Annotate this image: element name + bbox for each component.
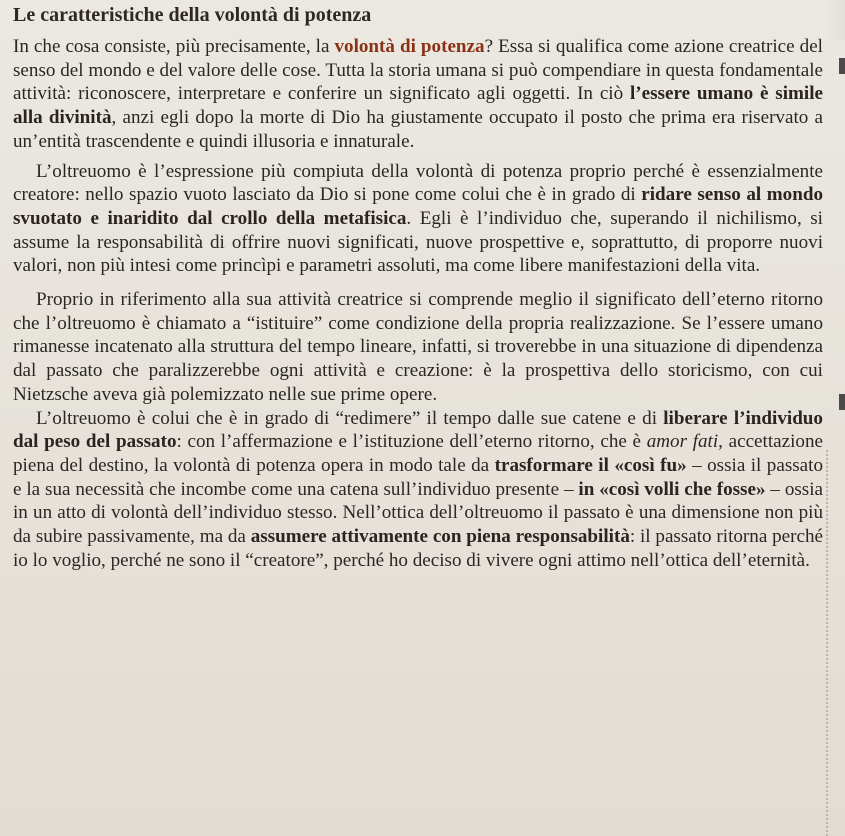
bold-phrase: assumere attivamente con piena responsabilità <box>250 526 630 548</box>
paragraph-1 <box>13 35 823 154</box>
text-run: : con l’affermazione e l’istituzione dell’eterno ritorno, che è <box>176 431 647 453</box>
bold-phrase: ridare senso al mondo svuotato e inaridito dal crollo della metafisica <box>13 184 823 229</box>
page-content <box>13 0 823 572</box>
text-run: – ossia il passato e la sua necessità che incombe come una catena sull’individuo presente – <box>13 454 824 500</box>
text-run: Proprio in riferimento alla sua attività creatrice si comprende meglio il significato dell’eterno ritorno che l’oltreuomo è chiamato a “istituire” come condizione della propria realizzazione. Se l’essere umano rimanesse incatenato alla struttura del tempo lineare, infatti, si troverebbe in una situazione di dipendenza dal passato che paralizzerebbe ogni attività e creazione: è la prospettiva dello storicismo, con cui Nietzsche aveva già polemizzato nelle sue prime opere. <box>13 289 823 405</box>
italic-phrase: amor fati <box>646 431 719 453</box>
section-title: Le caratteristiche della volontà di potenza <box>13 4 372 26</box>
text-run: – ossia in un atto di volontà dell’individuo stesso. Nell’ottica dell’oltreuomo il passato è una dimensione non più da subire passivamente, ma da <box>13 478 824 548</box>
paragraph-4 <box>13 407 823 573</box>
bold-phrase: trasformare il «così fu» <box>494 454 687 476</box>
paragraph-3 <box>13 288 823 407</box>
bold-phrase: in «così volli che fosse» <box>578 478 766 500</box>
text-run: In che cosa consiste, più precisamente, la <box>13 36 335 57</box>
text-run: , accettazione piena del destino, la volontà di potenza opera in modo tale da <box>13 431 823 476</box>
highlighted-term: volontà di potenza <box>334 36 485 57</box>
text-run: . Egli è l’individuo che, superando il nichilismo, si assume la responsabilità di offrire nuovi significati, nuove prospettive e, soprattutto, di proporre nuovi valori, non più intesi come princìpi e parametri assoluti, ma come libere manifestazioni della vita. <box>13 207 823 277</box>
text-run: , anzi egli dopo la morte di Dio ha giustamente occupato il posto che prima era riservato a un’entità trascendente e quindi illusoria e innaturale. <box>13 107 823 152</box>
margin-marker <box>839 394 845 410</box>
page-shadow <box>827 0 845 40</box>
text-run: : il passato ritorna perché io lo voglio, perché ne sono il “creatore”, perché ho deciso di vivere ogni attimo nell’ottica dell’eternità. <box>13 526 823 571</box>
text-run: L’oltreuomo è colui che è in grado di “redimere” il tempo dalle sue catene e di <box>36 407 664 429</box>
bold-phrase: l’essere umano è simile alla divinità <box>13 83 824 129</box>
text-run: ? Essa si qualifica come azione creatrice del senso del mondo e del valore delle cose. Tutta la storia umana si può compendiare in questa fondamentale attività: riconoscere, interpretare e conferire un significato agli oggetti. In ciò <box>13 36 823 105</box>
bold-phrase: liberare l’individuo dal peso del passato <box>13 407 823 453</box>
margin-marker <box>839 58 845 74</box>
paragraph-2 <box>13 160 823 279</box>
text-run: L’oltreuomo è l’espressione più compiuta della volontà di potenza proprio perché è essenzialmente creatore: nello spazio vuoto lasciato da Dio si pone come colui che è in grado di <box>13 160 823 206</box>
margin-dotted-rule <box>826 450 828 836</box>
